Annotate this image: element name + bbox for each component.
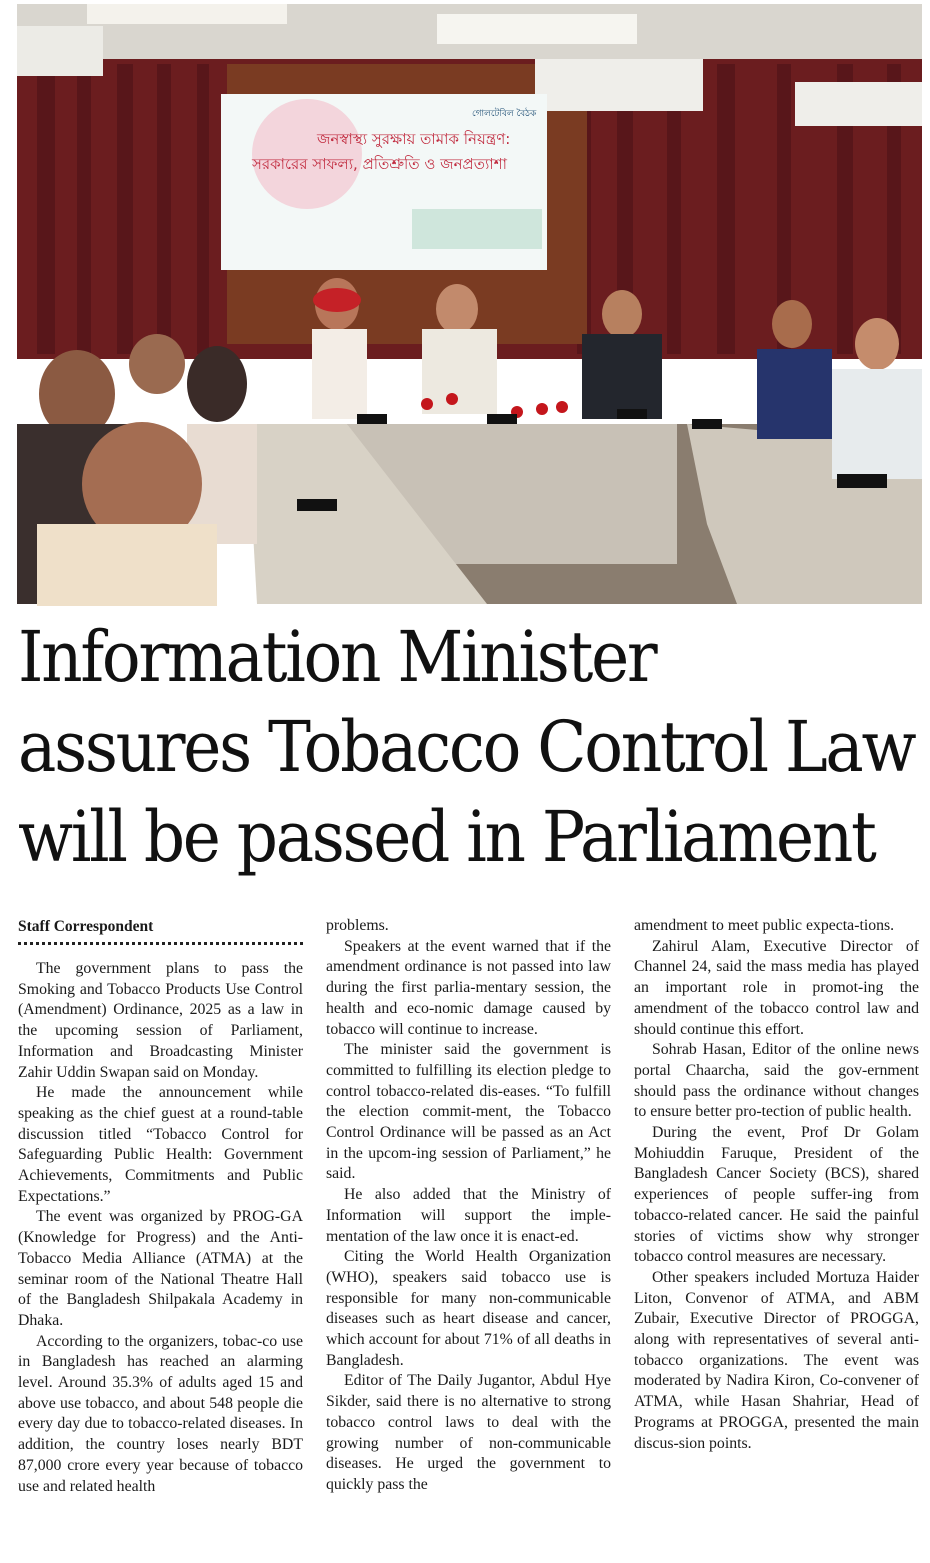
paragraph: The minister said the government is committed to fulfilling its election pledge to control tobacco-related dis-eases. “To fulfill the election commit-ment, the Tobacco Control Ordinance will be passed as an Act in the upcom-ing session of Parliament,” he said. — [326, 1041, 611, 1183]
banner-top-text: গোলটেবিল বৈঠক — [472, 109, 537, 119]
paragraph: According to the organizers, tobac-co use in Bangladesh has reached an alarming level. Around 35.3% of adults aged 15 and above use tobacco, and about 548 people die every day due to tobacco-related diseases. In addition, the country loses nearly BDT 87,000 crore every year because of tobacco use and related health — [18, 1332, 303, 1495]
byline: Staff Correspondent — [18, 918, 154, 935]
column-2 — [326, 916, 611, 1496]
banner-title-line1: জনস্বাস্থ্য সুরক্ষায় তামাক নিয়ন্ত্রণ: — [317, 130, 511, 148]
article-body — [18, 916, 920, 1556]
paragraph: During the event, Prof Dr Golam Mohiuddin Faruque, President of the Bangladesh Cancer Society (BCS), shared experiences of people suffer-ing from tobacco-related cancer. He said the painful stories of victims show why stronger tobacco control measures are necessary. — [634, 1124, 919, 1266]
paragraph: Sohrab Hasan, Editor of the online news portal Chaarcha, said the gov-ernment should pass the ordinance without changes to ensure better pro-tection of public health. — [634, 1041, 919, 1121]
column-1 — [18, 916, 303, 1497]
headline — [18, 612, 915, 882]
paragraph: problems. — [326, 917, 389, 934]
paragraph: Citing the World Health Organization (WHO), speakers said tobacco use is responsible for many non-communicable diseases such as heart disease and cancer, which account for about 71% of all deaths in Bangladesh. — [326, 1248, 611, 1369]
banner-title-line2: সরকারের সাফল্য, প্রতিশ্রুতি ও জনপ্রত্যাশা — [252, 155, 507, 173]
paragraph: Editor of The Daily Jugantor, Abdul Hye Sikder, said there is no alternative to strong tobacco control laws to deal with the growing number of non-communicable diseases. He urged the government to quickly pass the — [326, 1372, 611, 1493]
paragraph: The government plans to pass the Smoking and Tobacco Products Use Control (Amendment) Ordinance, 2025 as a law in the upcoming session of Parliament, Information and Broadcasting Minister Zahir Uddin Swapan said on Monday. — [18, 960, 303, 1081]
paragraph: The event was organized by PROG-GA (Knowledge for Progress) and the Anti-Tobacco Media Alliance (ATMA) at the seminar room of the National Theatre Hall of the Bangladesh Shilpakala Academy in Dhaka. — [18, 1208, 303, 1329]
paragraph: Other speakers included Mortuza Haider Liton, Convenor of ATMA, and ABM Zubair, Executive Director of PROGGA, along with representatives of several anti-tobacco organizations. The event was moderated by Nadira Kiron, Co-convener of ATMA, while Hasan Shahriar, Head of Programs at PROGGA, presented the main discus-sion points. — [634, 1268, 919, 1452]
paragraph: He made the announcement while speaking as the chief guest at a round-table discussion titled “Tobacco Control for Safeguarding Public Health: Government Achievements, Commitments and Public Expectations.” — [18, 1084, 303, 1205]
column-3 — [634, 916, 919, 1454]
headline-line-2: assures Tobacco Control Law — [18, 706, 915, 788]
event-photo — [17, 4, 922, 606]
byline-divider — [18, 942, 303, 945]
paragraph: Speakers at the event warned that if the amendment ordinance is not passed into law during the first parlia-mentary session, the health and eco-nomic damage caused by tobacco will continue to increase. — [326, 937, 611, 1038]
headline-line-1: Information Minister — [18, 616, 656, 698]
paragraph: Zahirul Alam, Executive Director of Channel 24, said the mass media has played an important role in promot-ing the amendment of the tobacco control law and should continue this effort. — [634, 937, 919, 1038]
paragraph: amendment to meet public expecta-tions. — [634, 917, 895, 934]
paragraph: He also added that the Ministry of Information will support the imple-mentation of the law once it is enact-ed. — [326, 1186, 611, 1245]
headline-line-3: will be passed in Parliament — [18, 796, 875, 878]
